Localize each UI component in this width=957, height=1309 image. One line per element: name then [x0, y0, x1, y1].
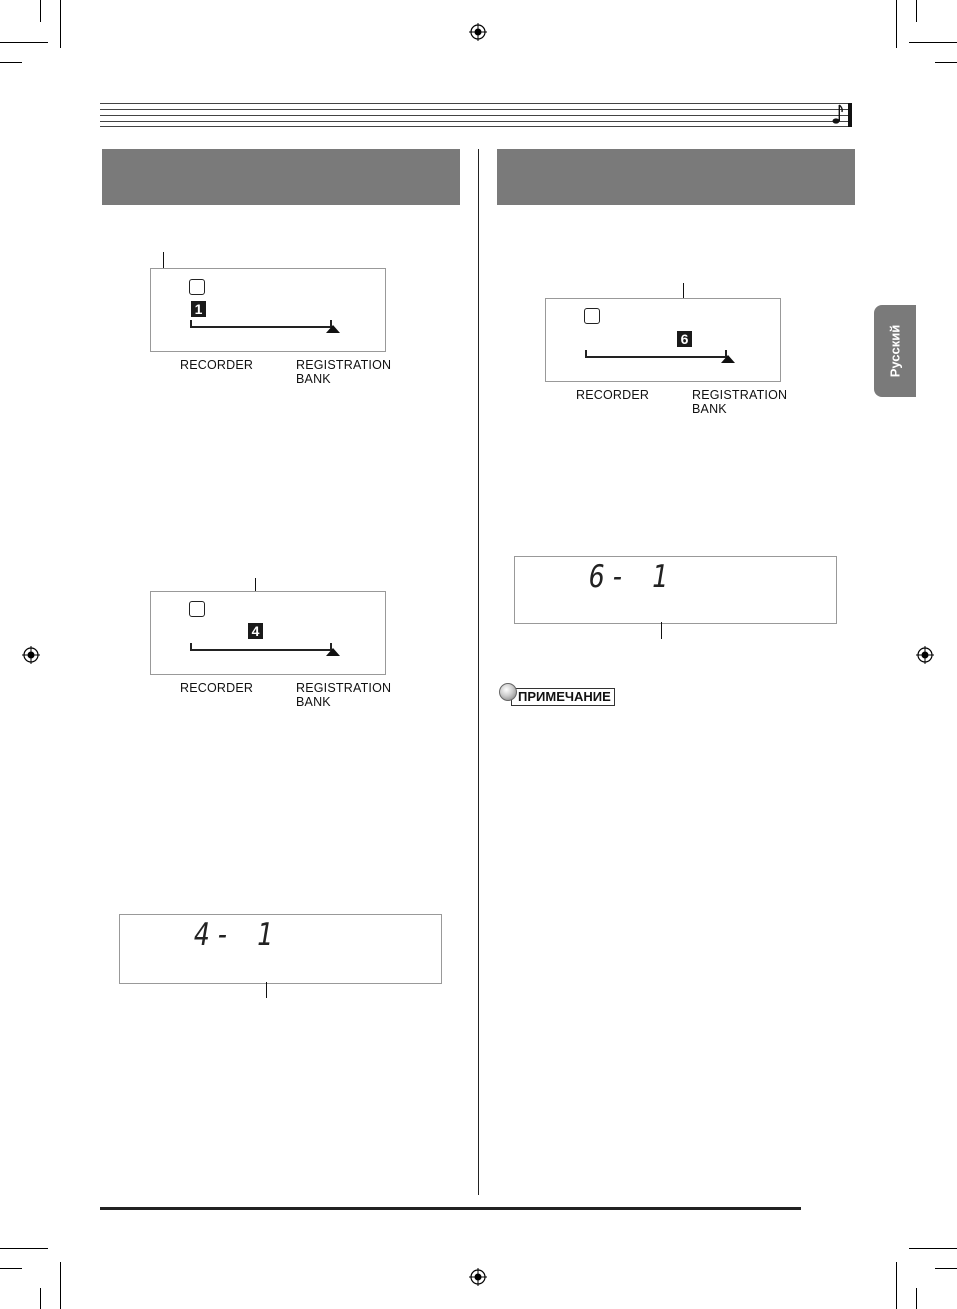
- segment-readout: 4- 1: [194, 917, 278, 953]
- crop-mark: [40, 1288, 41, 1309]
- triangle-indicator-icon: [326, 648, 340, 656]
- crop-mark: [60, 1262, 61, 1309]
- column-divider: [478, 149, 479, 1195]
- lcd-segment-display-1: [119, 914, 442, 984]
- crop-mark: [909, 42, 957, 43]
- crop-mark: [896, 0, 897, 48]
- crop-mark: [916, 0, 917, 22]
- lcd-display-3: [545, 298, 781, 382]
- label-registration: REGISTRATION: [296, 358, 392, 372]
- crop-mark: [896, 1262, 897, 1309]
- label-registration: REGISTRATION: [296, 681, 392, 695]
- lcd-segment-display-2: [514, 556, 837, 624]
- lcd-display-1: [150, 268, 386, 352]
- label-recorder: RECORDER: [576, 388, 650, 402]
- magnifier-note-icon: [499, 683, 517, 701]
- crop-mark: [935, 62, 957, 63]
- label-bank: BANK: [296, 695, 331, 709]
- crop-mark: [40, 0, 41, 22]
- crop-mark: [0, 42, 48, 43]
- crop-mark: [60, 0, 61, 48]
- registration-mark-icon: [469, 1268, 487, 1286]
- bank-number: 1: [191, 301, 206, 317]
- label-bank: BANK: [296, 372, 331, 386]
- bank-number: 6: [677, 331, 692, 347]
- bank-number: 4: [248, 623, 263, 639]
- lcd-bar: [190, 649, 332, 651]
- language-tab: [874, 305, 916, 397]
- lcd-display-2: [150, 591, 386, 675]
- label-recorder: RECORDER: [180, 681, 254, 695]
- triangle-indicator-icon: [326, 325, 340, 333]
- lcd-bar: [190, 326, 332, 328]
- crop-mark: [909, 1248, 957, 1249]
- label-recorder: RECORDER: [180, 358, 254, 372]
- music-note-icon: [832, 103, 844, 125]
- lcd-indicator-box: [584, 308, 600, 324]
- lcd-indicator-box: [189, 601, 205, 617]
- note-label: ПРИМЕЧАНИЕ: [511, 688, 615, 706]
- registration-mark-icon: [916, 646, 934, 664]
- crop-mark: [935, 1268, 957, 1269]
- language-tab-label: Русский: [887, 324, 903, 378]
- registration-mark-icon: [469, 23, 487, 41]
- segment-readout: 6- 1: [589, 559, 673, 595]
- page-footer-rule: [100, 1207, 801, 1210]
- crop-mark: [0, 62, 22, 63]
- triangle-indicator-icon: [721, 355, 735, 363]
- label-registration: REGISTRATION: [692, 388, 788, 402]
- callout-line: [266, 982, 267, 998]
- callout-line: [661, 622, 662, 639]
- section-heading-left: [102, 149, 460, 205]
- lcd-indicator-box: [189, 279, 205, 295]
- crop-mark: [0, 1268, 22, 1269]
- label-bank: BANK: [692, 402, 727, 416]
- music-staff-header: [100, 103, 852, 127]
- crop-mark: [0, 1248, 48, 1249]
- section-heading-right: [497, 149, 855, 205]
- lcd-bar: [585, 356, 727, 358]
- crop-mark: [916, 1288, 917, 1309]
- registration-mark-icon: [22, 646, 40, 664]
